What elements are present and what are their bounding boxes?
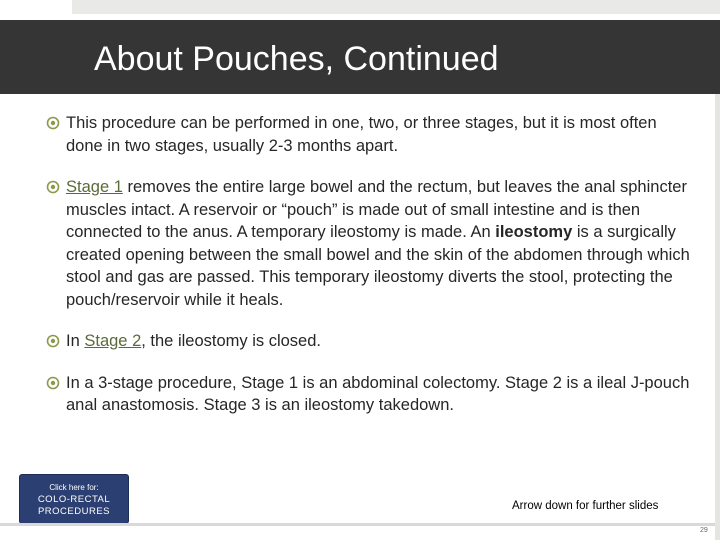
bullet-text: In a 3-stage procedure, Stage 1 is an abdominal colectomy. Stage 2 is a ileal J-pouch anal anastomosis. Stage 3 is an ileostomy takedown. bbox=[66, 373, 690, 414]
button-label-line-1: COLO-RECTAL bbox=[37, 494, 111, 505]
bullet-item-2 bbox=[46, 176, 696, 311]
bullet-item-3 bbox=[46, 330, 696, 353]
stage-2-link[interactable]: Stage 2 bbox=[84, 332, 142, 350]
bullet-text: This procedure can be performed in one, two, or three stages, but it is most often done in two stages, usually 2-3 months apart. bbox=[66, 114, 657, 155]
footer-divider bbox=[0, 523, 715, 526]
stage-1-link[interactable]: Stage 1 bbox=[66, 178, 123, 196]
slide-title: About Pouches, Continued bbox=[94, 40, 499, 78]
bullet-list bbox=[46, 112, 696, 436]
bullet-item-1 bbox=[46, 112, 696, 157]
top-accent-strip bbox=[72, 0, 720, 14]
circled-dot-bullet-icon bbox=[46, 376, 60, 390]
page-number: 29 bbox=[700, 527, 708, 534]
bullet-text-part-a: removes the entire large bowel and the rectum, but leaves the anal sphincter muscles intact. A reservoir or “pouch” is made out of small intestine and is then connected to the anus. A temporary ileostomy is made. An bbox=[66, 178, 687, 241]
arrow-down-note: Arrow down for further slides bbox=[512, 500, 659, 512]
bullet-text-part-b: is a surgically created opening between the small bowel and the skin of the abdomen through which stool and gas are passed. This temporary ileostomy diverts the stool, protecting the pouch/reservoir while it heals. bbox=[66, 223, 690, 309]
right-accent-bar bbox=[715, 94, 720, 540]
bullet-text-prefix: In bbox=[66, 332, 85, 350]
circled-dot-bullet-icon bbox=[46, 180, 60, 194]
button-label-line-2: PROCEDURES bbox=[37, 506, 111, 517]
button-caption: Click here for: bbox=[49, 483, 99, 492]
bullet-item-4 bbox=[46, 372, 696, 417]
circled-dot-bullet-icon bbox=[46, 334, 60, 348]
bullet-text-suffix: , the ileostomy is closed. bbox=[141, 332, 321, 350]
colo-rectal-procedures-button[interactable] bbox=[19, 474, 129, 524]
ileostomy-term: ileostomy bbox=[495, 223, 573, 241]
circled-dot-bullet-icon bbox=[46, 116, 60, 130]
